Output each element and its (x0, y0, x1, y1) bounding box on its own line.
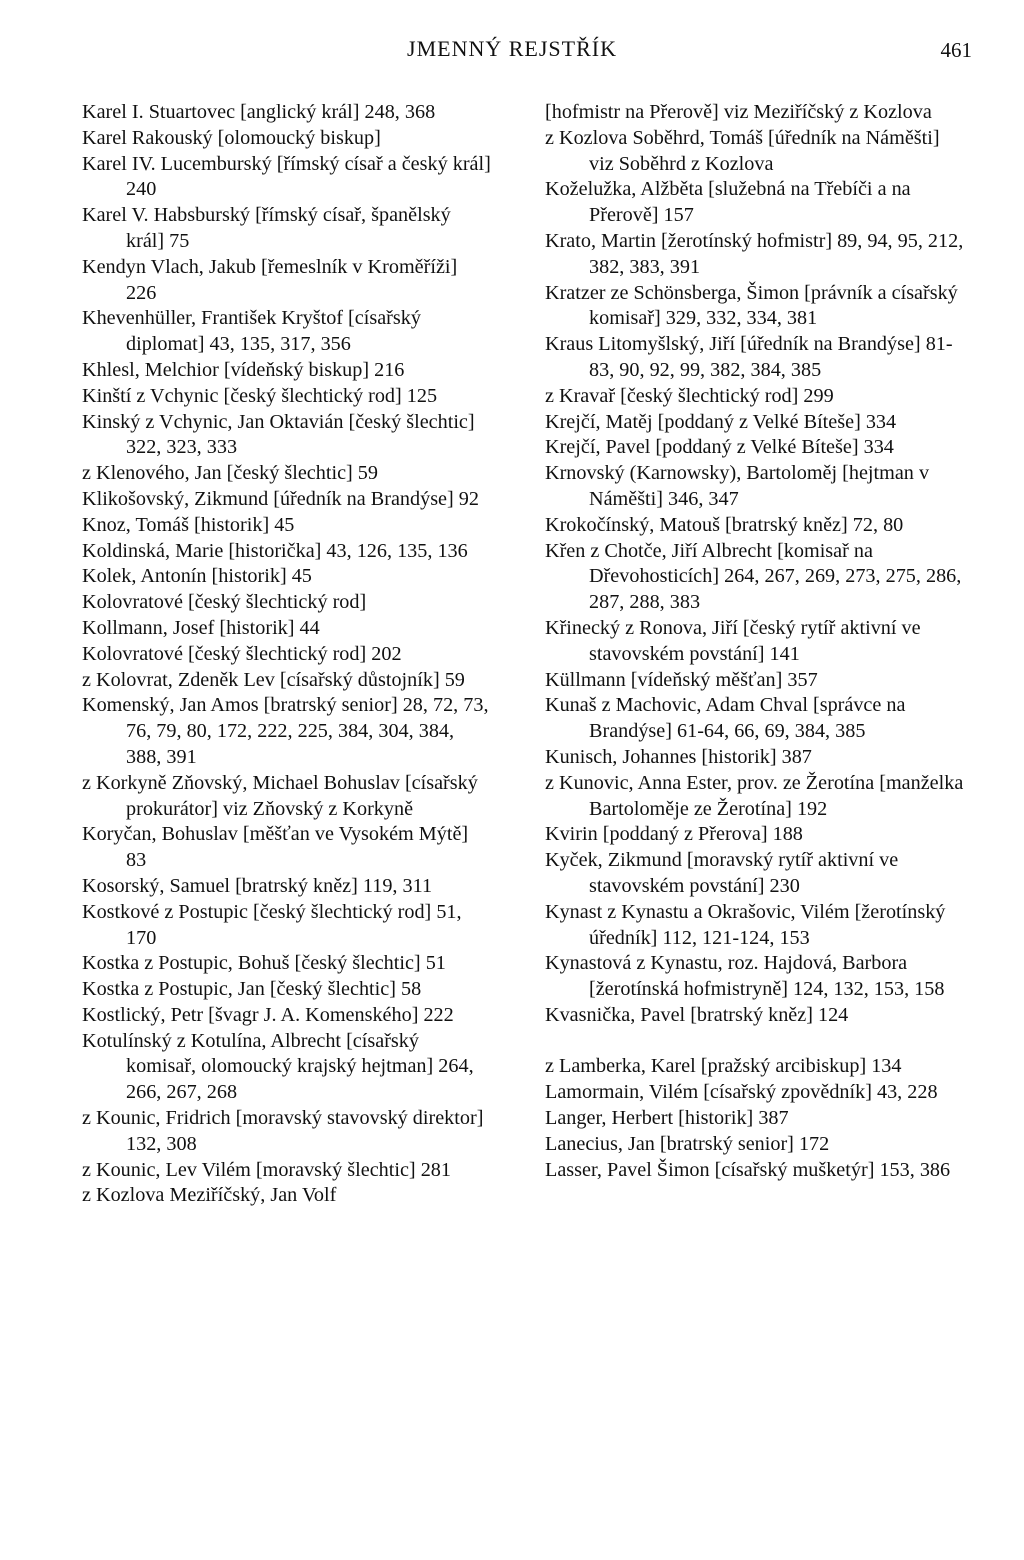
running-title: JMENNÝ REJSTŘÍK (407, 36, 617, 61)
index-entry: Karel Rakouský [olomoucký biskup] (82, 126, 381, 149)
index-entry: Kvirin [poddaný z Přerova] 188 (545, 823, 803, 846)
index-entry: Koldinská, Marie [historička] 43, 126, 135, 136 (82, 539, 468, 562)
index-entry: Kollmann, Josef [historik] 44 (82, 616, 320, 639)
index-entry: Klikošovský, Zikmund [úředník na Brandýse] 92 (82, 487, 479, 510)
index-entry: Kolovratové [český šlechtický rod] 202 (82, 642, 402, 665)
index-column-right (545, 100, 965, 1183)
index-entry: Koželužka, Alžběta [služebná na Třebíči a na Přerově] 157 (545, 178, 911, 227)
index-entry: [hofmistr na Přerově] viz Meziříčský z Kozlova (545, 101, 932, 123)
index-entry: Küllmann [vídeňský měšťan] 357 (545, 668, 818, 691)
index-entry: Lanecius, Jan [bratrský senior] 172 (545, 1132, 830, 1155)
index-entry: Kvasnička, Pavel [bratrský kněz] 124 (545, 1003, 849, 1026)
index-entry: Koryčan, Bohuslav [měšťan ve Vysokém Mýtě] 83 (82, 823, 469, 872)
index-entry: Knoz, Tomáš [historik] 45 (82, 513, 295, 536)
index-column-left (82, 100, 492, 1209)
index-entry: Komenský, Jan Amos [bratrský senior] 28, 72, 73, 76, 79, 80, 172, 222, 225, 384, 304, 384, 388, 391 (82, 694, 489, 768)
index-entry: Kostlický, Petr [švagr J. A. Komenského] 222 (82, 1003, 454, 1026)
index-entry: Kolek, Antonín [historik] 45 (82, 565, 312, 588)
index-entry: Kunisch, Johannes [historik] 387 (545, 745, 812, 768)
index-entry: Lasser, Pavel Šimon [císařský mušketýr] 153, 386 (545, 1158, 951, 1181)
index-entry: z Klenového, Jan [český šlechtic] 59 (82, 462, 378, 485)
index-entry: z Kunovic, Anna Ester, prov. ze Žerotína [manželka Bartoloměje ze Žerotína] 192 (545, 771, 964, 820)
index-entry: z Kounic, Lev Vilém [moravský šlechtic] 281 (82, 1158, 451, 1181)
index-entry: Kratzer ze Schönsberga, Šimon [právník a císařský komisař] 329, 332, 334, 381 (545, 281, 958, 330)
index-entry: Kostkové z Postupic [český šlechtický rod] 51, 170 (82, 900, 462, 949)
index-entry: z Lamberka, Karel [pražský arcibiskup] 134 (545, 1055, 902, 1078)
index-entry: Kunaš z Machovic, Adam Chval [správce na Brandýse] 61-64, 66, 69, 384, 385 (545, 694, 906, 743)
index-entry: Khevenhüller, František Kryštof [císařský diplomat] 43, 135, 317, 356 (82, 307, 421, 356)
index-entry: Křinecký z Ronova, Jiří [český rytíř aktivní ve stavovském povstání] 141 (545, 616, 921, 665)
index-entry: Lamormain, Vilém [císařský zpovědník] 43, 228 (545, 1081, 938, 1104)
index-entry: Karel V. Habsburský [římský císař, španělský král] 75 (82, 204, 451, 252)
index-entry: Kynastová z Kynastu, roz. Hajdová, Barbora [žerotínská hofmistryně] 124, 132, 153, 158 (545, 952, 945, 1001)
index-entry: z Kozlova Soběhrd, Tomáš [úředník na Náměšti] viz Soběhrd z Kozlova (545, 126, 940, 175)
index-entry: Karel IV. Lucemburský [římský císař a český král] 240 (82, 152, 491, 201)
index-entry: z Kozlova Meziříčský, Jan Volf (82, 1184, 337, 1207)
index-entry: Kolovratové [český šlechtický rod] (82, 591, 367, 614)
index-entry: Kyček, Zikmund [moravský rytíř aktivní ve stavovském povstání] 230 (545, 849, 899, 897)
index-entry: z Kolovrat, Zdeněk Lev [císařský důstojník] 59 (82, 668, 465, 691)
index-entry: Krnovský (Karnowsky), Bartoloměj [hejtman v Náměšti] 346, 347 (545, 462, 930, 510)
index-entry: Krokočínský, Matouš [bratrský kněz] 72, 80 (545, 513, 904, 536)
page-number: 461 (940, 38, 972, 62)
index-entry: z Kravař [český šlechtický rod] 299 (545, 384, 834, 407)
index-entry: Kinští z Vchynic [český šlechtický rod] 125 (82, 384, 438, 407)
index-entry: Kinský z Vchynic, Jan Oktavián [český šlechtic] 322, 323, 333 (82, 410, 475, 459)
index-entry: Kendyn Vlach, Jakub [řemeslník v Kroměříži] 226 (82, 255, 458, 304)
letter-group-separator (545, 1029, 965, 1055)
index-entry: Krejčí, Matěj [poddaný z Velké Bíteše] 334 (545, 410, 897, 433)
index-entry: z Korkyně Zňovský, Michael Bohuslav [císařský prokurátor] viz Zňovský z Korkyně (82, 771, 478, 820)
index-entry: z Kounic, Fridrich [moravský stavovský direktor] 132, 308 (82, 1107, 484, 1155)
index-entry: Kosorský, Samuel [bratrský kněz] 119, 311 (82, 874, 433, 897)
index-entry: Kostka z Postupic, Jan [český šlechtic] 58 (82, 978, 422, 1001)
index-entry: Kraus Litomyšlský, Jiří [úředník na Brandýse] 81-83, 90, 92, 99, 382, 384, 385 (545, 333, 953, 381)
index-entry: Křen z Chotče, Jiří Albrecht [komisař na Dřevohosticích] 264, 267, 269, 273, 275, 286, 287, 288, 383 (545, 539, 962, 614)
index-entry: Karel I. Stuartovec [anglický král] 248, 368 (82, 101, 436, 123)
index-entry: Kostka z Postupic, Bohuš [český šlechtic] 51 (82, 952, 446, 975)
index-entry: Langer, Herbert [historik] 387 (545, 1107, 789, 1130)
index-entry: Krato, Martin [žerotínský hofmistr] 89, 94, 95, 212, 382, 383, 391 (545, 229, 964, 278)
index-entry: Kynast z Kynastu a Okrašovic, Vilém [žerotínský úředník] 112, 121-124, 153 (545, 900, 946, 949)
index-entry: Kotulínský z Kotulína, Albrecht [císařský komisař, olomoucký krajský hejtman] 264, 266, 267, 268 (82, 1029, 474, 1104)
index-entry: Khlesl, Melchior [vídeňský biskup] 216 (82, 358, 405, 381)
index-entry: Krejčí, Pavel [poddaný z Velké Bíteše] 334 (545, 436, 894, 459)
